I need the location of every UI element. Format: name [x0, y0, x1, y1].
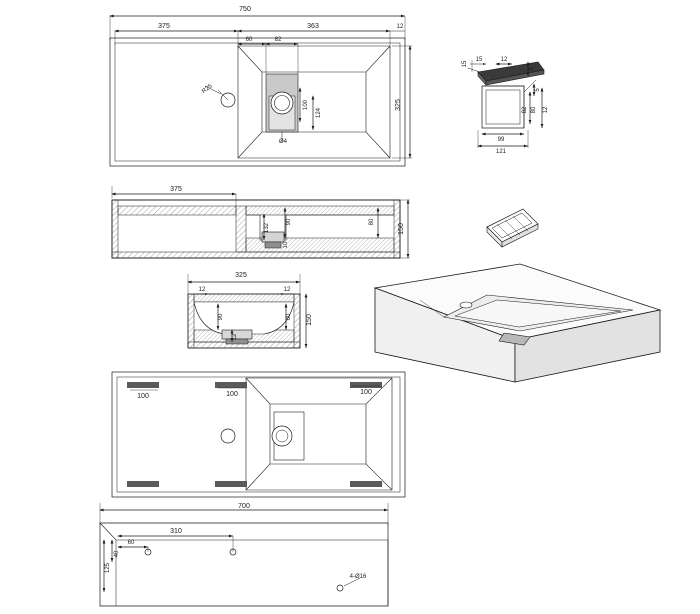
dim-label: 375 — [170, 186, 182, 193]
dim-label: 124 — [316, 107, 322, 119]
dim-label: 100 — [137, 393, 149, 400]
dim-label: 310 — [170, 528, 182, 535]
dim-label: 325 — [395, 99, 402, 111]
dim-label: 12 — [283, 287, 291, 293]
dim-label: 80 — [531, 106, 537, 114]
dim-label: 12 — [232, 333, 238, 341]
dim-label: 125 — [105, 562, 111, 574]
side-section-view — [188, 274, 306, 348]
dim-label: 150 — [306, 314, 313, 326]
dim-label: 700 — [238, 503, 250, 510]
dim-label: 5 — [529, 67, 535, 71]
waste-grate-isometric — [487, 209, 538, 247]
dim-label: R25 — [201, 83, 214, 95]
dim-label: 99 — [497, 137, 505, 143]
dim-label: 15 — [475, 57, 483, 63]
dim-label: 750 — [239, 6, 251, 13]
dim-label: 5 — [535, 88, 541, 92]
top-view — [110, 16, 412, 166]
dim-label: 60 — [245, 37, 253, 43]
wall-plate-view — [100, 503, 388, 606]
dim-label: 12 — [396, 24, 404, 30]
dim-label: 150 — [398, 223, 405, 235]
dim-label: 100 — [303, 99, 309, 111]
dim-label: 100 — [226, 391, 238, 398]
dim-label: 82 — [522, 106, 528, 114]
dim-label: 12 — [198, 287, 206, 293]
dim-label: 12 — [543, 106, 549, 114]
dim-label: 80 — [286, 313, 292, 321]
dim-label: 82 — [274, 37, 282, 43]
dim-label: 40 — [114, 550, 120, 558]
dim-label: 90 — [218, 313, 224, 321]
front-section-view — [112, 186, 410, 258]
dim-label: 12 — [500, 57, 508, 63]
basin-isometric-view — [375, 264, 660, 382]
waste-detail-view — [468, 60, 544, 148]
dim-label: 375 — [158, 23, 170, 30]
dim-label: 121 — [495, 149, 507, 155]
dim-label: 10 — [283, 241, 289, 249]
dim-label: 80 — [369, 218, 375, 226]
dim-label: 90 — [286, 218, 292, 226]
dim-label: 4-Ø16 — [349, 574, 367, 580]
dim-label: 15 — [462, 60, 468, 68]
dim-label: Ø4 — [278, 139, 288, 145]
dim-label: 363 — [307, 23, 319, 30]
dim-label: 132 — [264, 222, 270, 234]
dim-label: 325 — [235, 272, 247, 279]
dim-label: 100 — [360, 389, 372, 396]
dim-label: 60 — [127, 540, 135, 546]
